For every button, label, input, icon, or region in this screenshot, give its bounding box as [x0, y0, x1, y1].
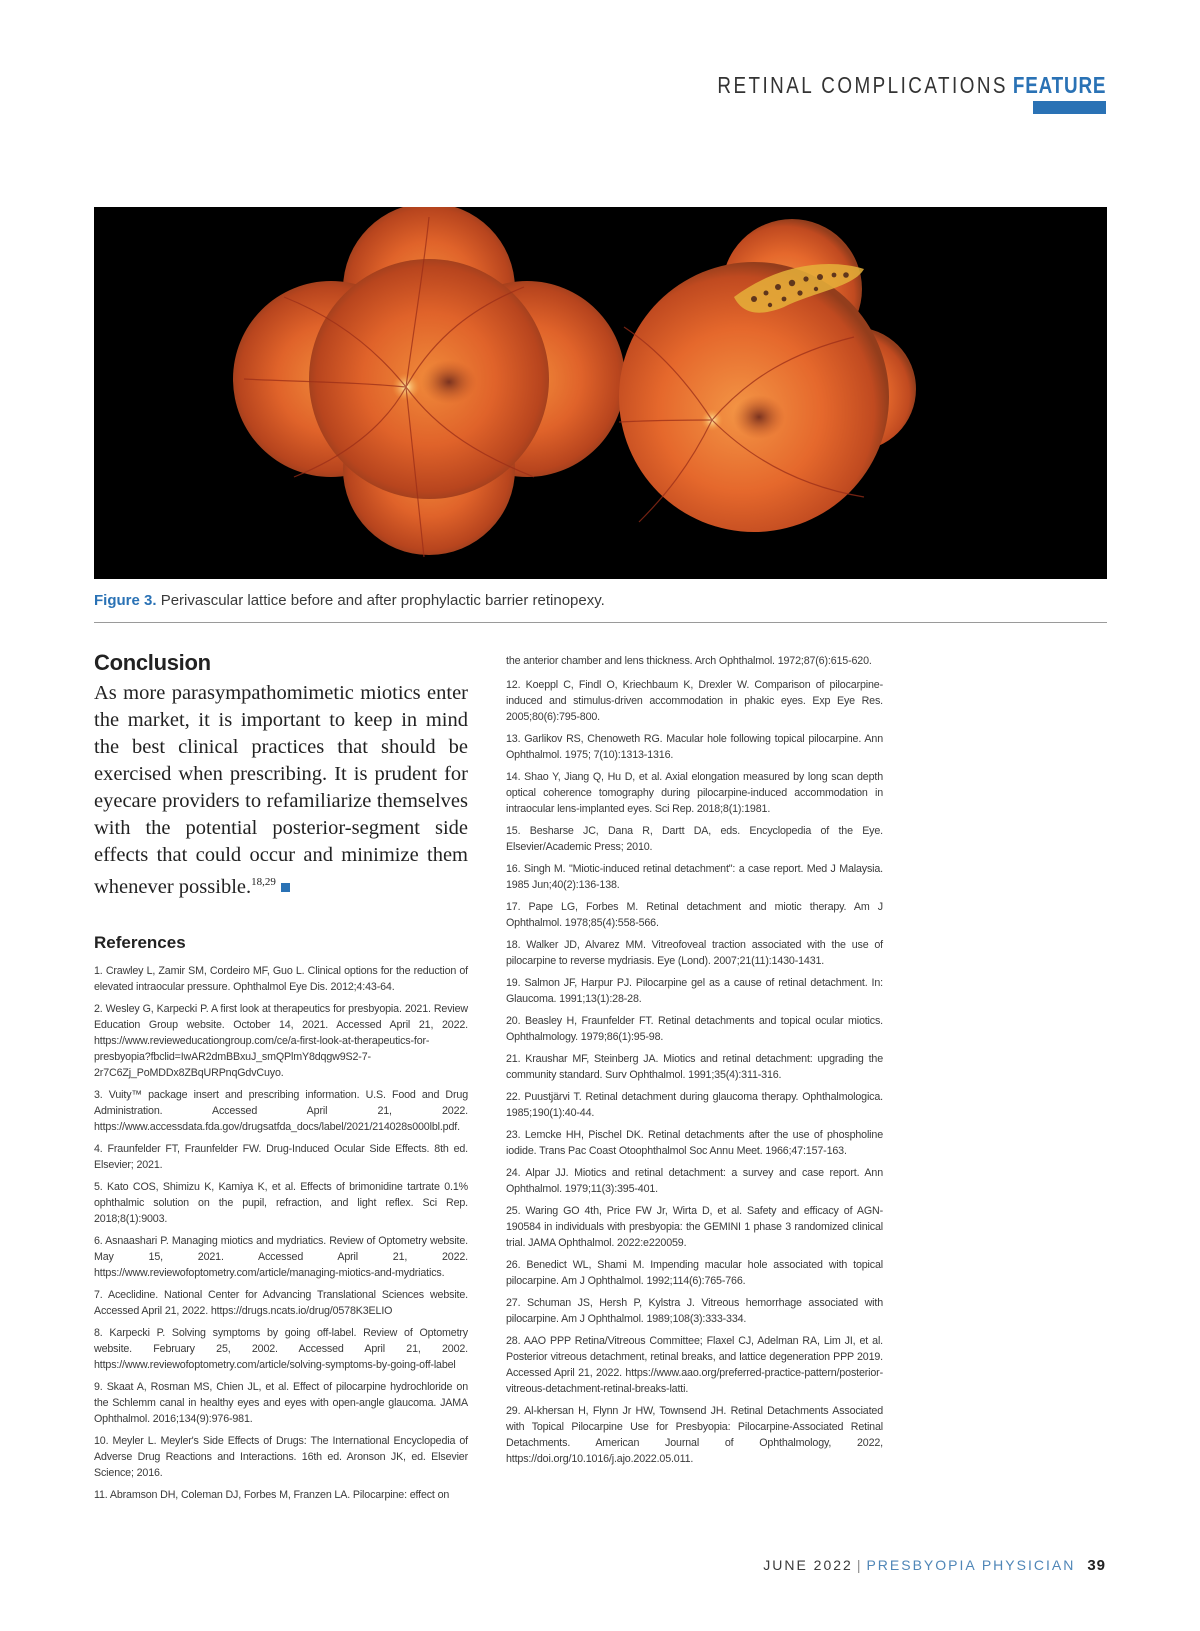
header-accent-bar	[1033, 101, 1106, 114]
reference-item: 9. Skaat A, Rosman MS, Chien JL, et al. Effect of pilocarpine hydrochloride on the Schlemm canal in healthy eyes and eyes with open-angle glaucoma. JAMA Ophthalmol. 2016;134(9):976-981.	[94, 1380, 468, 1425]
reference-item: the anterior chamber and lens thickness. Arch Ophthalmol. 1972;87(6):615-620.	[506, 655, 872, 667]
conclusion-heading: Conclusion	[94, 650, 211, 675]
reference-item: 8. Karpecki P. Solving symptoms by going off-label. Review of Optometry website. February 25, 2002. Accessed April 21, 2002. https://www.reviewofoptometry.com/article/solving-symptoms-by-going-off-label	[94, 1326, 468, 1371]
journal-name: PRESBYOPIA PHYSICIAN	[866, 1557, 1076, 1573]
reference-item: 6. Asnaashari P. Managing miotics and mydriatics. Review of Optometry website. May 15, 2021. Accessed April 21, 2022. https://www.reviewofoptometry.com/article/managing-miotics-and-mydriatics.	[94, 1234, 468, 1279]
conclusion-paragraph	[94, 680, 468, 901]
conclusion-citation: 18,29	[251, 876, 276, 888]
references-heading: References	[94, 932, 186, 952]
reference-item: 17. Pape LG, Forbes M. Retinal detachment and miotic therapy. Am J Ophthalmol. 1978;85(4):558-566.	[506, 901, 883, 929]
reference-item: 27. Schuman JS, Hersh P, Kylstra J. Vitreous hemorrhage associated with pilocarpine. Am J Ophthalmol. 1989;108(3):333-334.	[506, 1297, 883, 1325]
reference-item: 5. Kato COS, Shimizu K, Kamiya K, et al. Effects of brimonidine tartrate 0.1% ophthalmic solution on the pupil, refraction, and light reflex. Sci Rep. 2018;8(1):9003.	[94, 1180, 468, 1225]
reference-item: 4. Fraunfelder FT, Fraunfelder FW. Drug-Induced Ocular Side Effects. 8th ed. Elsevier; 2021.	[94, 1142, 468, 1171]
feature-label: FEATURE	[1012, 72, 1106, 98]
reference-item: 21. Kraushar MF, Steinberg JA. Miotics and retinal detachment: upgrading the community standard. Surv Ophthalmol. 1991;35(4):311-316.	[506, 1053, 883, 1081]
fundus-photographs	[94, 207, 1107, 579]
fundus-photo-figure	[94, 207, 1107, 579]
conclusion-text: As more parasympathomimetic miotics enter the market, it is important to keep in mind the best clinical practices that should be exercised when prescribing. It is prudent for eyecare providers to refamiliarize themselves with the potential posterior-segment side effects that could occur and minimize them whenever possible.	[94, 682, 468, 898]
reference-item: 19. Salmon JF, Harpur PJ. Pilocarpine gel as a cause of retinal detachment. In: Glaucoma. 1991;13(1):28-28.	[506, 977, 883, 1005]
reference-item: 15. Besharse JC, Dana R, Dartt DA, eds. Encyclopedia of the Eye. Elsevier/Academic Press; 2010.	[506, 825, 883, 853]
reference-item: 1. Crawley L, Zamir SM, Cordeiro MF, Guo L. Clinical options for the reduction of elevated intraocular pressure. Ophthalmol Eye Dis. 2012;4:43-64.	[94, 964, 468, 993]
reference-item: 25. Waring GO 4th, Price FW Jr, Wirta D, et al. Safety and efficacy of AGN-190584 in individuals with presbyopia: the GEMINI 1 phase 3 randomized clinical trial. JAMA Ophthalmol. 2022:e220059.	[506, 1205, 883, 1249]
page-number: 39	[1087, 1557, 1106, 1574]
reference-item: 13. Garlikov RS, Chenoweth RG. Macular hole following topical pilocarpine. Ann Ophthalmol. 1975; 7(10):1313-1316.	[506, 733, 883, 761]
reference-item: 18. Walker JD, Alvarez MM. Vitreofoveal traction associated with the use of pilocarpine to reverse mydriasis. Eye (Lond). 2007;21(11):1430-1431.	[506, 939, 883, 967]
fundus-after	[619, 219, 916, 532]
reference-item: 23. Lemcke HH, Pischel DK. Retinal detachments after the use of phospholine iodide. Trans Pac Coast Otoophthalmol Soc Annu Meet. 1966;47:157-163.	[506, 1129, 883, 1157]
running-header	[632, 72, 1106, 99]
figure-caption-text: Perivascular lattice before and after prophylactic barrier retinopexy.	[160, 592, 605, 609]
end-of-article-mark	[281, 883, 290, 892]
reference-item: 11. Abramson DH, Coleman DJ, Forbes M, Franzen LA. Pilocarpine: effect on	[94, 1488, 450, 1501]
page-footer	[763, 1557, 1106, 1574]
reference-item: 14. Shao Y, Jiang Q, Hu D, et al. Axial elongation measured by long scan depth optical coherence tomography during pilocarpine-induced accommodation in intraocular lens-implanted eyes. Sci Rep. 2018;8(1):1981.	[506, 771, 883, 815]
reference-item: 10. Meyler L. Meyler's Side Effects of Drugs: The International Encyclopedia of Adverse Drug Reactions and Interactions. 16th ed. Aronson JK, ed. Elsevier Science; 2016.	[94, 1434, 468, 1479]
left-column	[94, 650, 468, 1509]
fundus-before	[233, 207, 625, 557]
footer-divider: |	[856, 1557, 863, 1573]
issue-date: JUNE 2022	[763, 1557, 853, 1573]
reference-item: 20. Beasley H, Fraunfelder FT. Retinal detachments and topical ocular miotics. Ophthalmology. 1979;86(1):95-98.	[506, 1015, 883, 1043]
reference-item: 12. Koeppl C, Findl O, Kriechbaum K, Drexler W. Comparison of pilocarpine-induced and stimulus-driven accommodation in phakic eyes. Exp Eye Res. 2005;80(6):795-800.	[506, 679, 883, 723]
reference-item: 7. Aceclidine. National Center for Advancing Translational Sciences website. Accessed April 21, 2022. https://drugs.ncats.io/drug/0578K3ELIO	[94, 1288, 468, 1317]
section-title: RETINAL COMPLICATIONS	[717, 72, 1008, 98]
reference-item: 24. Alpar JJ. Miotics and retinal detachment: a survey and case report. Ann Ophthalmol. 1979;11(3):395-401.	[506, 1167, 883, 1195]
reference-item: 26. Benedict WL, Shami M. Impending macular hole associated with topical pilocarpine. Am J Ophthalmol. 1992;114(6):765-766.	[506, 1259, 883, 1287]
reference-item: 29. Al-khersan H, Flynn Jr HW, Townsend JH. Retinal Detachments Associated with Topical Pilocarpine Use for Presbyopia: Pilocarpine-Associated Retinal Detachments. American Journal of Ophthalmology, 2022, https://doi.org/10.1016/j.ajo.2022.05.011.	[506, 1405, 883, 1465]
divider-rule	[94, 622, 1107, 623]
figure-caption	[94, 592, 605, 609]
reference-item: 28. AAO PPP Retina/Vitreous Committee; Flaxel CJ, Adelman RA, Lim JI, et al. Posterior vitreous detachment, retinal breaks, and lattice degeneration PPP 2019. Accessed April 21, 2022. https://www.aao.org/preferred-practice-pattern/posterior-vitreous-detachment-retinal-breaks-latti.	[506, 1335, 883, 1395]
reference-item: 16. Singh M. "Miotic-induced retinal detachment": a case report. Med J Malaysia. 1985 Jun;40(2):136-138.	[506, 863, 883, 891]
reference-item: 2. Wesley G, Karpecki P. A first look at therapeutics for presbyopia. 2021. Review Education Group website. October 14, 2021. Accessed April 21, 2022. https://www.revieweducationgroup.com/ce/a-first-look-at-therapeutics-for-presbyopia?fbclid=IwAR2dmBBxuJ_smQPlmY8dqgw9S2-7-2r7C6Zj_PoMDDx8ZBqURPnqGdvCuyo.	[94, 1002, 468, 1079]
right-column	[506, 653, 883, 1473]
reference-item: 22. Puustjärvi T. Retinal detachment during glaucoma therapy. Ophthalmologica. 1985;190(1):40-44.	[506, 1091, 883, 1119]
reference-item: 3. Vuity™ package insert and prescribing information. U.S. Food and Drug Administration. Accessed April 21, 2022. https://www.accessdata.fda.gov/drugsatfda_docs/label/2021/214028s000lbl.pdf.	[94, 1088, 468, 1133]
figure-label: Figure 3.	[94, 592, 157, 609]
